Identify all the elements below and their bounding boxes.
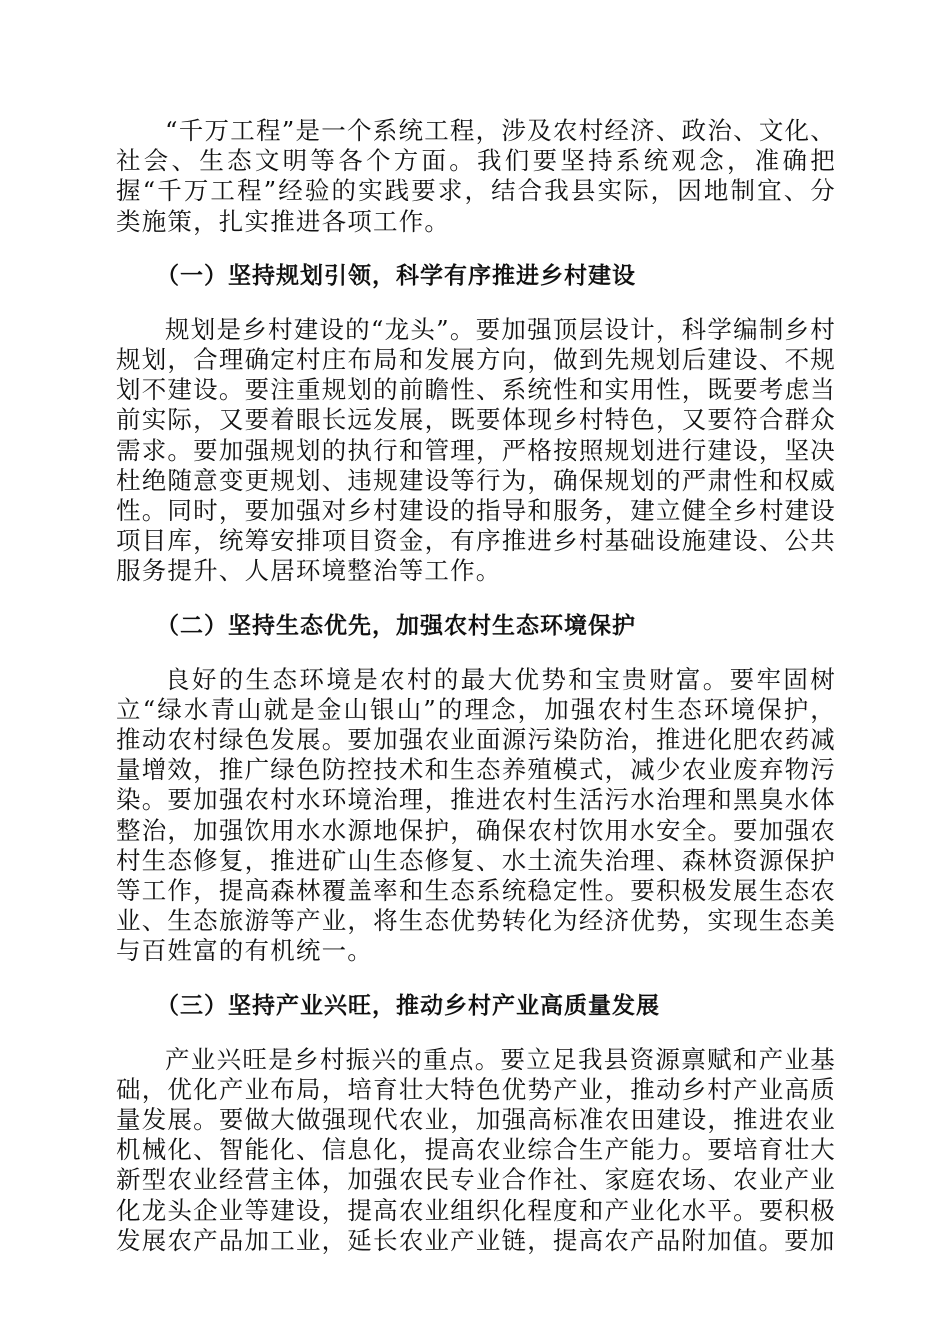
section-body-3: 产业兴旺是乡村振兴的重点。要立足我县资源禀赋和产业基础，优化产业布局，培育壮大特色优势产业，推动乡村产业高质量发展。要做大做强现代农业，加强高标准农田建设，推进农业机械化、智能化、信息化，提高农业综合生产能力。要培育壮大新型农业经营主体，加强农民专业合作社、家庭农场、农业产业化龙头企业等建设，提高农业组织化程度和产业化水平。要积极发展农产品加工业，延长农业产业链，提高农产品附加值。要加 bbox=[116, 1044, 836, 1255]
intro-paragraph: “千万工程”是一个系统工程，涉及农村经济、政治、文化、社会、生态文明等各个方面。我们要坚持系统观念，准确把握“千万工程”经验的实践要求，结合我县实际，因地制宜、分类施策，扎实推进各项工作。 bbox=[116, 116, 836, 236]
section-heading-1: （一）坚持规划引领，科学有序推进乡村建设 bbox=[156, 262, 636, 289]
document-body bbox=[116, 116, 836, 1256]
section-body-2: 良好的生态环境是农村的最大优势和宝贵财富。要牢固树立“绿水青山就是金山银山”的理念，加强农村生态环境保护，推动农村绿色发展。要加强农业面源污染防治，推进化肥农药减量增效，推广绿色防控技术和生态养殖模式，减少农业废弃物污染。要加强农村水环境治理，推进农村生活污水治理和黑臭水体整治，加强饮用水水源地保护，确保农村饮用水安全。要加强农村生态修复，推进矿山生态修复、水土流失治理、森林资源保护等工作，提高森林覆盖率和生态系统稳定性。要积极发展生态农业、生态旅游等产业，将生态优势转化为经济优势，实现生态美与百姓富的有机统一。 bbox=[116, 664, 836, 966]
section-body-1: 规划是乡村建设的“龙头”。要加强顶层设计，科学编制乡村规划，合理确定村庄布局和发展方向，做到先规划后建设、不规划不建设。要注重规划的前瞻性、系统性和实用性，既要考虑当前实际，又要着眼长远发展，既要体现乡村特色，又要符合群众需求。要加强规划的执行和管理，严格按照规划进行建设，坚决杜绝随意变更规划、违规建设等行为，确保规划的严肃性和权威性。同时，要加强对乡村建设的指导和服务，建立健全乡村建设项目库，统筹安排项目资金，有序推进乡村基础设施建设、公共服务提升、人居环境整治等工作。 bbox=[116, 314, 836, 586]
section-heading-2: （二）坚持生态优先，加强农村生态环境保护 bbox=[156, 612, 636, 639]
section-heading-3: （三）坚持产业兴旺，推动乡村产业高质量发展 bbox=[156, 992, 660, 1019]
